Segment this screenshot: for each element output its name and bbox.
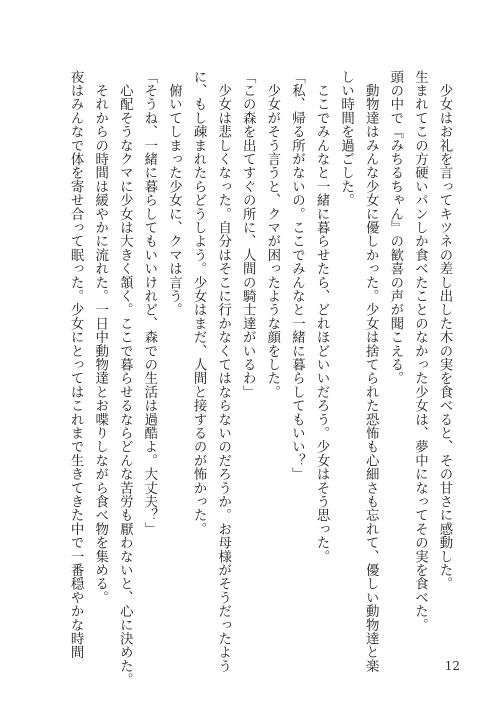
text-line: に、もし疎まれたらどうしよう。少女はまだ、人間と接するのが怖かった。 (191, 70, 207, 536)
text-line: 「そうね、一緒に暮らしてもいいけれど、森での生活は過酷よ。大丈夫？」 (141, 70, 157, 536)
text-line: 頭の中で『みちるちゃん』の歓喜の声が聞こえる。 (387, 70, 403, 386)
page-number: 12 (444, 659, 460, 673)
text-line: 「私、帰る所がないの。ここでみんなと一緒に暮らしてもいい？」 (289, 70, 305, 481)
text-line: 少女は悲しくなった。自分はそこに行かなくてはならないのだろうか。お母様がそうだったよう (215, 70, 231, 673)
text-line: 生まれてこの方硬いパンしか食べたことのなかった少女は、夢中になってその実を食べた。 (412, 70, 428, 632)
text-line: ここでみんなと一緒に暮らせたら、どれほどいいだろう。少女はそう思った。 (314, 70, 330, 564)
text-line: 少女がそう言うと、クマが困ったような顔をした。 (264, 70, 280, 399)
text-line: しい時間を過ごした。 (338, 70, 354, 207)
text-line: 動物達はみんな少女に優しかった。少女は捨てられた恐怖も心細さも忘れて、優しい動物達と楽 (363, 70, 379, 673)
text-line: それからの時間は緩やかに流れた。一日中動物達とお喋りしながら食べ物を集める。 (92, 70, 108, 605)
text-line: 夜はみんなで体を寄せ合って眠った。少女にとってはこれまで生きてきた中で一番穏やかな時間 (68, 70, 84, 660)
text-line: 心配そうなクマに少女は大きく頷く。ここで暮らせるならどんな苦労も厭わないと、心に決めた。 (117, 70, 133, 687)
text-line: 俯いてしまった少女に、クマは言う。 (166, 70, 182, 317)
text-line: 少女はお礼を言ってキツネの差し出した木の実を食べると、その甘さに感動した。 (437, 70, 452, 591)
text-line: 「この森を出てすぐの所に、人間の騎士達がいるわ」 (240, 70, 256, 399)
